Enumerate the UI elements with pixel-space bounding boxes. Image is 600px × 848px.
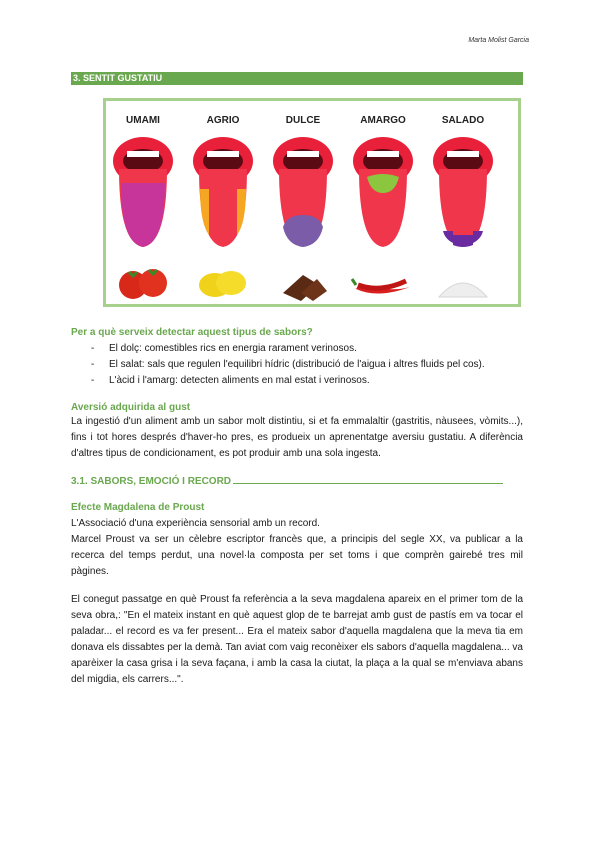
why-heading: Per a què serveix detectar aquest tipus de sabors?: [71, 327, 313, 338]
tongue-label: DULCE: [285, 115, 321, 126]
mouth-icon: [343, 131, 423, 261]
section-title: 3. SENTIT GUSTATIU: [71, 72, 523, 85]
aversion-heading: Aversió adquirida al gust: [71, 402, 191, 413]
proust-intro: L'Associació d'una experiència sensorial amb un record.: [71, 518, 320, 529]
why-list: [91, 341, 485, 389]
subsection-title: 3.1. SABORS, EMOCIÓ I RECORD: [71, 474, 523, 487]
proust-heading: Efecte Magdalena de Proust: [71, 502, 205, 513]
mouth-icon: [183, 131, 263, 261]
list-item: - L'àcid i l'amarg: detecten aliments en mal estat i verinosos.: [91, 375, 370, 386]
chocolate-icon: [273, 263, 333, 303]
tongue-label: AGRIO: [206, 115, 240, 126]
list-item: - El salat: sals que regulen l'equilibri hídric (distribució de l'aigua i altres fluids pel cos).: [91, 359, 485, 370]
mouth-icon: [423, 131, 503, 261]
tongue-salado: [423, 101, 503, 304]
mouth-icon: [103, 131, 183, 261]
tongue-label: AMARGO: [360, 115, 406, 126]
author-name: Marta Molist Garcia: [468, 37, 529, 44]
tongue-label: UMAMI: [126, 115, 160, 126]
proust-paragraph-2: El conegut passatge en què Proust fa referència a la seva magdalena apareix en el primer tom de la seva obra,: "En el mateix instant en què aquest glop de te barrejat amb gust de pastís em va tocar el paladar... el record es va fer present... Era el mateix sabor d'aquella magdalena que la meva tia em donava els dissabtes per la demà. Tan aviat com vaig reconèixer els sabors d'aquella magdalena... va aparèixer la casa grisa i la seva façana, i amb la casa la ciutat, la plaça a la qual se m'enviava abans del migdia, els carrers...".: [71, 594, 523, 685]
title-underline: [233, 474, 503, 484]
tomato-icon: [113, 263, 173, 303]
tongue-label: SALADO: [441, 115, 485, 126]
salt-icon: [433, 263, 493, 303]
taste-figure: [103, 98, 521, 307]
tongue-umami: [103, 101, 183, 304]
tongue-amargo: [343, 101, 423, 304]
tongue-dulce: [263, 101, 343, 304]
mouth-icon: [263, 131, 343, 261]
list-item: - El dolç: comestibles rics en energia rarament verinosos.: [91, 343, 357, 354]
proust-paragraph-1: Marcel Proust va ser un cèlebre escriptor francès que, a principis del segle XX, va publicar a la recerca del temps perdut, una novel·la composta per set toms i que comprèn gairebé tres mil pàgines.: [71, 534, 523, 577]
aversion-text: La ingestió d'un aliment amb un sabor molt distintiu, si et fa emmalaltir (gastritis, nàusees, vòmits...), fins i tot hores després d'haver-ho pres, es produeix un aprenentatge aversiu gustatiu. A diferència d'altres tipus de condicionament, es pot produir amb una sola ingesta.: [71, 416, 523, 459]
lemon-icon: [193, 263, 253, 303]
chili-pepper-icon: [348, 263, 418, 303]
tongue-agrio: [183, 101, 263, 304]
